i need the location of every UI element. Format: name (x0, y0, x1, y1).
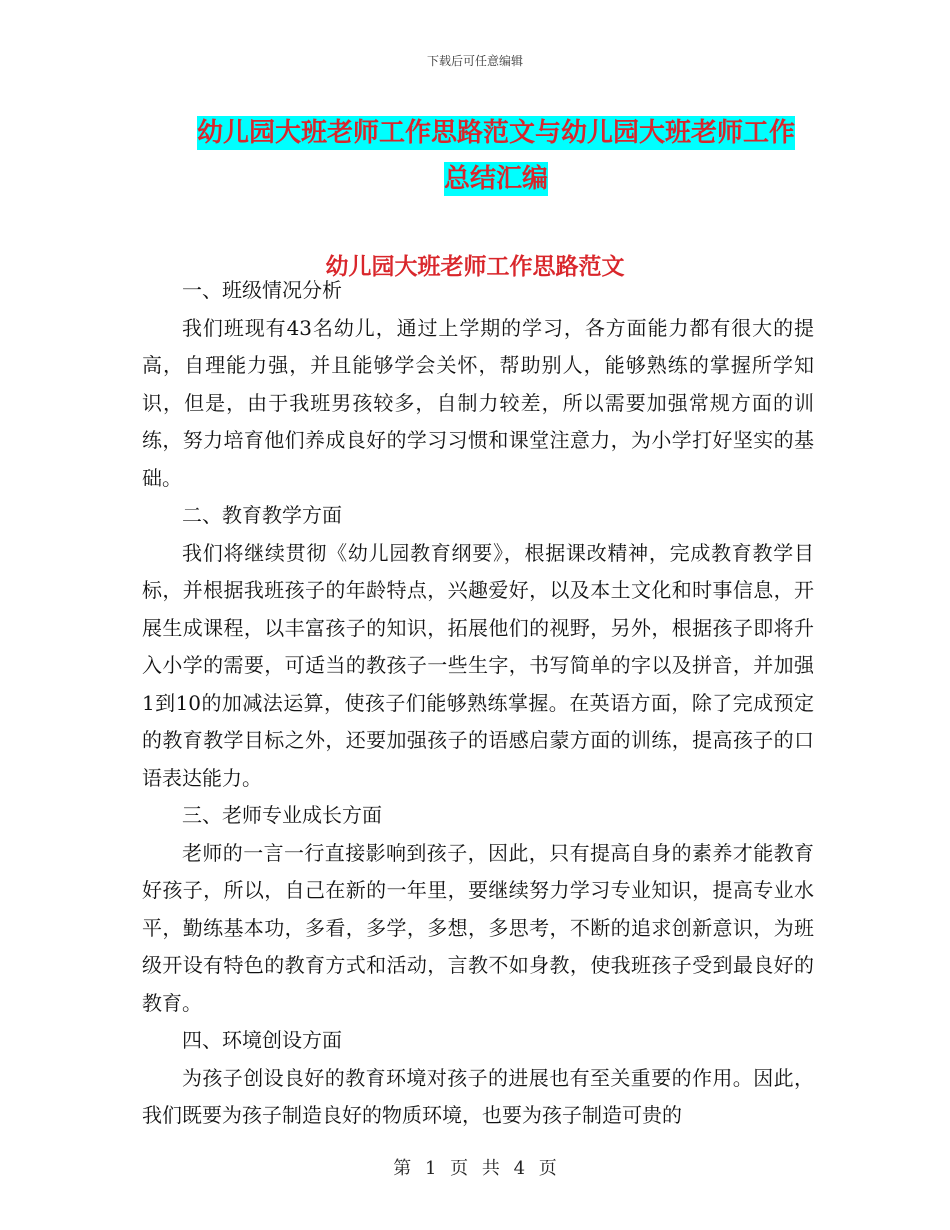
paragraph-teaching: 我们将继续贯彻《幼儿园教育纲要》，根据课改精神，完成教育教学目标，并根据我班孩子的年龄特点，兴趣爱好，以及本土文化和时事信息，开展生成课程，以丰富孩子的知识，拓展他们的视野，另外，根据孩子即将升入小学的需要，可适当的教孩子一些生字，书写简单的字以及拼音，并加强1到10的加减法运算，使孩子们能够熟练掌握。在英语方面，除了完成预定的教育教学目标之外，还要加强孩子的语感启蒙方面的训练，提高孩子的口语表达能力。 (142, 540, 814, 790)
subheading-environment: 四、环境创设方面 (182, 1028, 342, 1052)
section-title: 幼儿园大班老师工作思路范文 (325, 253, 625, 280)
document-title-text: 幼儿园大班老师工作思路范文与幼儿园大班老师工作总结汇编 (196, 118, 795, 194)
paragraph-teacher-growth: 老师的一言一行直接影响到孩子，因此，只有提高自身的素养才能教育好孩子，所以，自己在新的一年里，要继续努力学习专业知识，提高专业水平，勤练基本功，多看，多学，多想，多思考，不断的追求创新意识，为班级开设有特色的教育方式和活动，言教不如身教，使我班孩子受到最良好的教育。 (142, 840, 814, 1015)
subheading-class-analysis: 一、班级情况分析 (182, 278, 342, 302)
paragraph-environment: 为孩子创设良好的教育环境对孩子的进展也有至关重要的作用。因此，我们既要为孩子制造良好的物质环境，也要为孩子制造可贵的 (142, 1065, 814, 1127)
header-note: 下载后可任意编辑 (426, 54, 523, 68)
paragraph-class-analysis: 我们班现有43名幼儿，通过上学期的学习，各方面能力都有很大的提高，自理能力强，并且能够学会关怀，帮助别人，能够熟练的掌握所学知识，但是，由于我班男孩较多，自制力较差，所以需要加强常规方面的训练，努力培育他们养成良好的学习习惯和课堂注意力，为小学打好坚实的基础。 (142, 315, 814, 490)
document-body (142, 272, 814, 1135)
document-title (186, 110, 806, 202)
page-footer: 第 1 页 共 4 页 (393, 1158, 557, 1179)
subheading-teaching: 二、教育教学方面 (182, 503, 342, 527)
subheading-teacher-growth: 三、老师专业成长方面 (182, 803, 382, 827)
